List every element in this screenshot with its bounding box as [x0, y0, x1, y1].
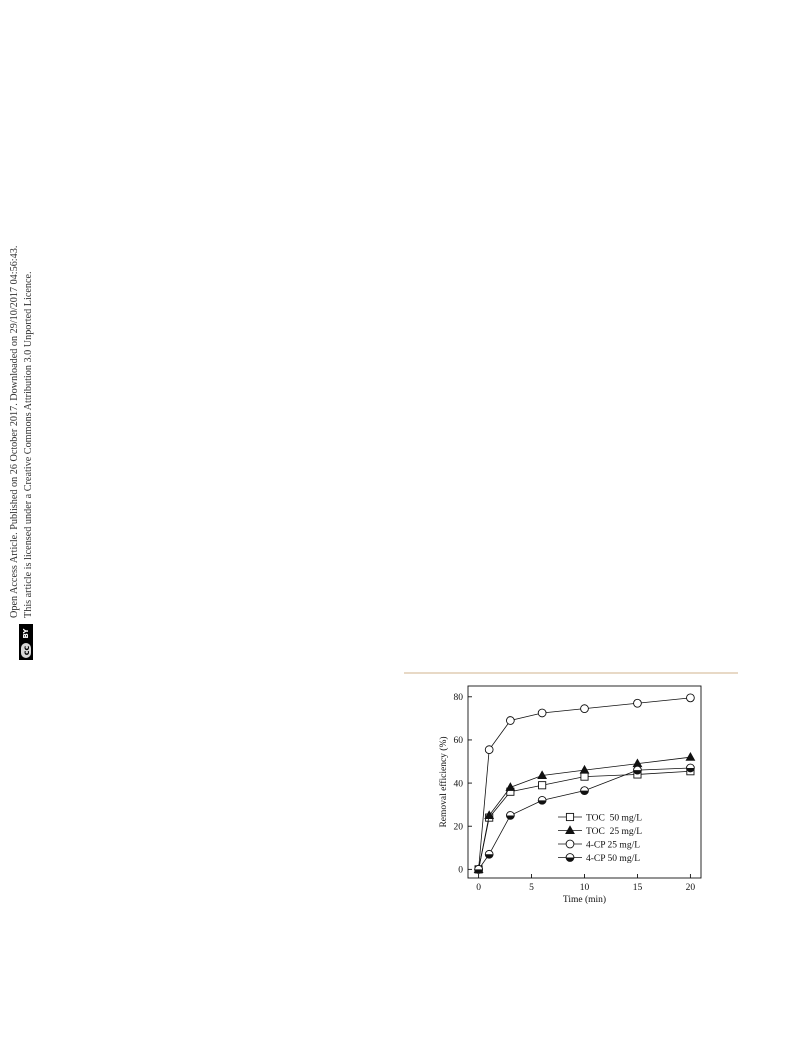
data-point: [581, 773, 588, 780]
legend-label: 4-CP 25 mg/L: [586, 840, 641, 851]
cc-license-badge[interactable]: [19, 624, 33, 660]
x-tick-label: 15: [632, 883, 643, 893]
data-point: [485, 850, 493, 858]
x-tick-label: 5: [529, 883, 534, 893]
section-divider: [404, 672, 738, 674]
data-point: [538, 796, 546, 804]
plot-frame: [468, 686, 701, 878]
data-point: [539, 782, 546, 789]
legend-label: TOC 25 mg/L: [586, 826, 643, 837]
legend-marker: [566, 826, 575, 834]
copyright-notice: [6, 180, 38, 660]
legend-marker: [566, 813, 573, 820]
x-tick-label: 0: [476, 883, 481, 893]
x-tick-label: 10: [579, 883, 590, 893]
y-tick-label: 0: [458, 865, 463, 876]
legend-label: 4-CP 50 mg/L: [586, 853, 641, 864]
cc-logo-icon: cc: [21, 643, 31, 658]
license-notice[interactable]: This article is licensed under a Creative Commons Attribution 3.0 Unported Licence.: [23, 271, 34, 618]
y-tick-label: 40: [453, 779, 463, 790]
x-axis-title: Time (min): [562, 895, 607, 905]
legend-item: [558, 854, 640, 864]
publication-notice: Open Access Article. Published on 26 October 2017. Downloaded on 29/10/2017 04:56:43.: [9, 245, 20, 618]
data-point: [538, 709, 546, 717]
data-point: [506, 717, 514, 725]
by-label: BY: [21, 628, 30, 639]
data-point: [634, 766, 642, 774]
data-point: [687, 694, 695, 702]
data-point: [506, 812, 514, 820]
legend-marker: [566, 840, 574, 848]
data-point: [634, 699, 642, 707]
y-tick-label: 60: [453, 736, 463, 747]
legend-label: TOC 50 mg/L: [586, 813, 643, 824]
data-point: [581, 705, 589, 713]
data-point: [687, 764, 695, 772]
x-tick-label: 20: [685, 883, 696, 893]
legend: [558, 813, 642, 864]
removal-efficiency-chart: [430, 680, 730, 910]
legend-marker: [566, 854, 574, 862]
y-tick-label: 80: [453, 693, 463, 704]
y-tick-label: 20: [453, 822, 463, 833]
series-3: [475, 694, 695, 873]
data-point: [581, 787, 589, 795]
data-point: [686, 753, 695, 761]
data-point: [506, 783, 515, 791]
legend-item: [558, 840, 640, 850]
legend-item: [558, 826, 642, 837]
legend-item: [558, 813, 642, 823]
data-point: [475, 865, 483, 873]
data-point: [485, 746, 493, 754]
y-axis-title: Removal efficiency (%): [439, 736, 449, 828]
